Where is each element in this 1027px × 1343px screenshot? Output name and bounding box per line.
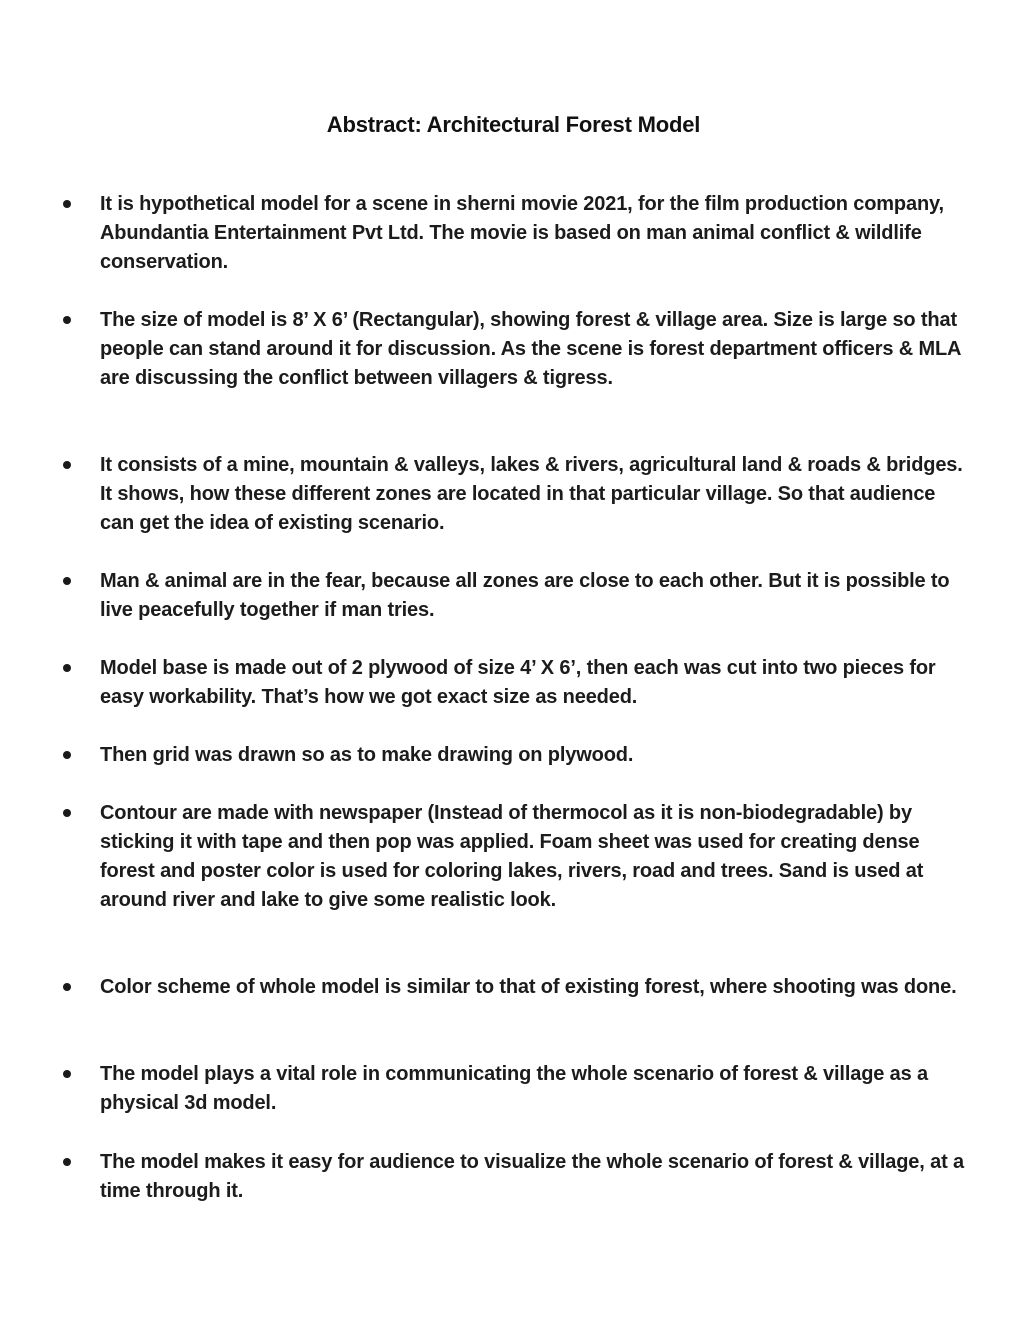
bullet-text: The model plays a vital role in communicating the whole scenario of forest & village as a physical 3d model. [100, 1063, 928, 1114]
bullet-text: It consists of a mine, mountain & valleys, lakes & rivers, agricultural land & roads & bridges. It shows, how these different zones are located in that particular village. So that audience can get the idea of existing scenario. [100, 454, 963, 534]
bullet-text: Contour are made with newspaper (Instead of thermocol as it is non-biodegradable) by sticking it with tape and then pop was applied. Foam sheet was used for creating dense forest and poster color is used for coloring lakes, rivers, road and trees. Sand is used at around river and lake to give some realistic look. [100, 802, 924, 911]
bullet-icon [63, 751, 71, 759]
document-title: Abstract: Architectural Forest Model [326, 112, 701, 137]
bullet-icon [63, 1158, 71, 1166]
bullet-icon [63, 200, 71, 208]
bullet-icon [63, 983, 71, 991]
bullet-icon [63, 461, 71, 469]
bullet-text: It is hypothetical model for a scene in sherni movie 2021, for the film production company, Abundantia Entertainment Pvt Ltd. The movie is based on man animal conflict & wildlife conservation. [100, 193, 944, 273]
bullet-text: Color scheme of whole model is similar to that of existing forest, where shooting was done. [100, 976, 957, 998]
bullet-icon [63, 1070, 71, 1078]
bullet-text: Man & animal are in the fear, because all zones are close to each other. But it is possible to live peacefully together if man tries. [100, 570, 950, 621]
bullet-icon [63, 809, 71, 817]
bullet-icon [63, 664, 71, 672]
bullet-text: The model makes it easy for audience to visualize the whole scenario of forest & village, at a time through it. [100, 1151, 964, 1202]
bullet-text: The size of model is 8’ X 6’ (Rectangular), showing forest & village area. Size is large so that people can stand around it for discussion. As the scene is forest department officers & MLA are discussing the conflict between villagers & tigress. [100, 309, 961, 389]
bullet-icon [63, 577, 71, 585]
bullet-text: Then grid was drawn so as to make drawing on plywood. [100, 744, 634, 766]
bullet-text: Model base is made out of 2 plywood of size 4’ X 6’, then each was cut into two pieces for easy workability. That’s how we got exact size as needed. [100, 657, 936, 708]
bullet-icon [63, 316, 71, 324]
